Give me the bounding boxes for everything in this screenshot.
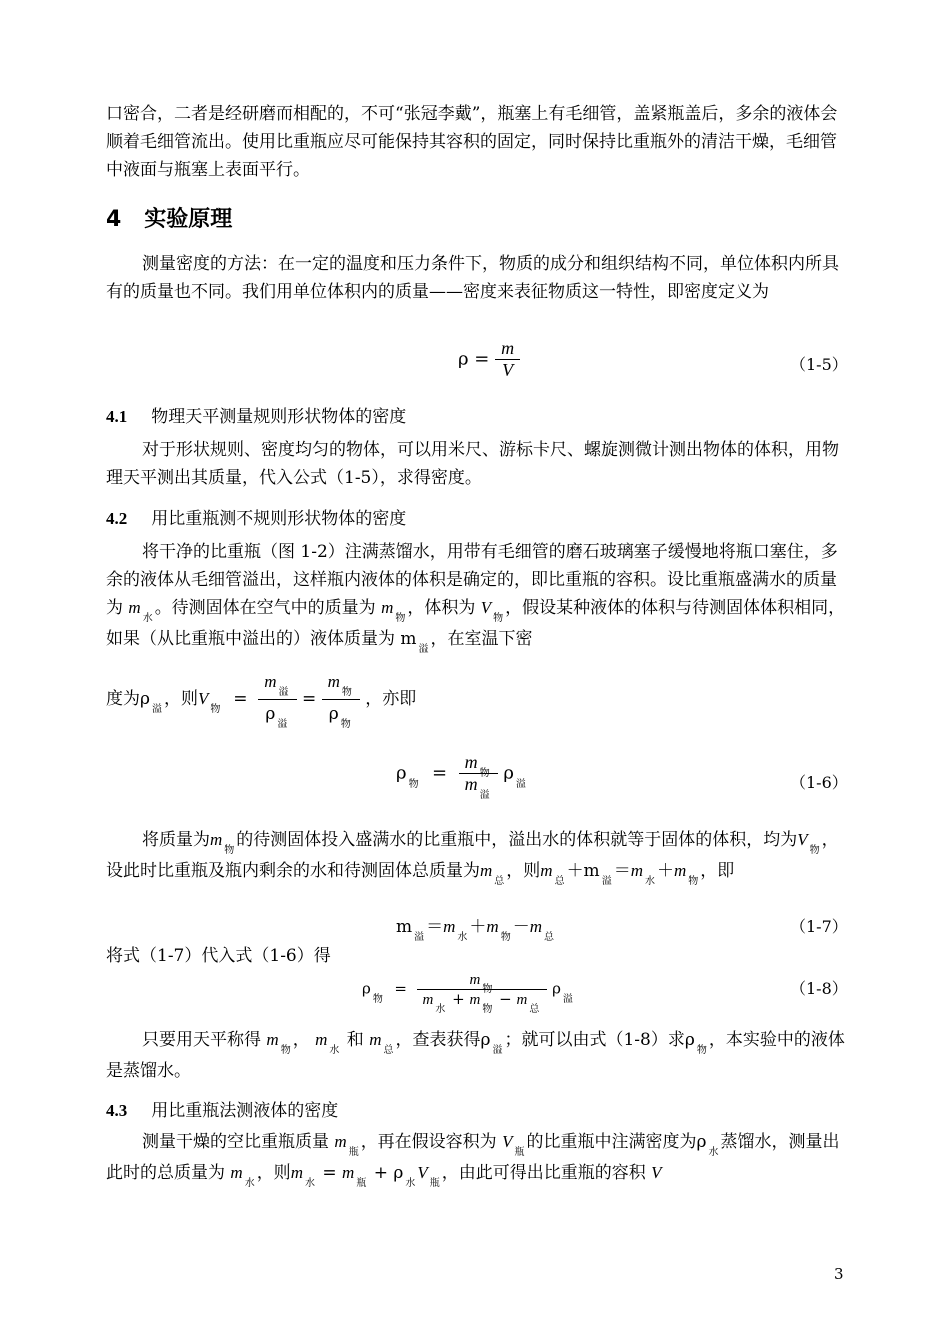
paragraph-4-2: 将干净的比重瓶（图 1-2）注满蒸馏水，用带有毛细管的磨石玻璃塞子缓慢地将瓶口塞住，多余的液体从毛细管溢出，这样瓶内液体的体积是确定的，即比重瓶的容积。设比重瓶盛满水的质量为 $m_水$。待测固体在空气中的质量为 $m_物$，体积为 $V_物$，假设某种液体的体积与待测固体体积相同，如果（从比重瓶中溢出的）液体质量为 $m_溢$，在室温下密 [106, 542, 846, 655]
top-paragraph: 口密合，二者是经研磨而相配的，不可“张冠李戴”，瓶塞上有毛细管，盖紧瓶盖后，多余的液体会顺着毛细管流出。使用比重瓶应尽可能保持其容积的固定，同时保持比重瓶外的清洁干燥，毛细管中液面与瓶塞上表面平行。 [106, 104, 838, 180]
paragraph-4-1: 对于形状规则、密度均匀的物体，可以用米尺、游标卡尺、螺旋测微计测出物体的体积，用物理天平测出其质量，代入公式（1-5），求得密度。 [106, 440, 839, 488]
equation-number-1-6: （1-6） [790, 773, 848, 792]
section-4-2-heading: 4.2 用比重瓶测不规则形状物体的密度 [106, 509, 407, 529]
equation-1-8: $\rho_物$ = $\frac{m_物}{m_水 + m_物 - m_总}$ $\rho_溢$ [362, 972, 573, 1015]
page-number: 3 [834, 1265, 844, 1283]
equation-1-6: $\rho_物$ = $\frac{m_物}{m_溢}$ $\rho_溢$ [396, 752, 526, 801]
equation-1-7: $m_溢=m_水+m_物-m_总$ [396, 917, 554, 943]
paragraph-put-solid: 将质量为$m_物$的待测固体投入盛满水的比重瓶中，溢出水的体积就等于固体的体积，均为$V_物$，设此时比重瓶及瓶内剩余的水和待测固体总质量为$m_总$，则$m_总+m_溢=m_水+m_物$，即 [106, 830, 839, 887]
paragraph-4-3: 测量干燥的空比重瓶质量 $m_瓶$，再在假设容积为 $V_瓶$的比重瓶中注满密度为$\rho_水$蒸馏水，测量出此时的总质量为 $m_水$，则$m_水 = m_瓶 + \rho_水V_瓶$，由此可得出比重瓶的容积 V [106, 1132, 840, 1189]
section-4-heading: 4 实验原理 [106, 207, 233, 232]
paragraph-only-weigh: 只要用天平称得 $m_物$， $m_水$ 和 $m_总$，查表获得$\rho_溢$；就可以由式（1-8）求$\rho_物$，本实验中的液体是蒸馏水。 [106, 1030, 845, 1081]
density-paragraph: 测量密度的方法：在一定的温度和压力条件下，物质的成分和组织结构不同，单位体积内所具有的质量也不同。我们用单位体积内的质量——密度来表征物质这一特性，即密度定义为 [106, 254, 839, 302]
substitute-paragraph: 将式（1-7）代入式（1-6）得 [106, 946, 331, 966]
equation-1-5: ρ = $\frac{m}{V}$ [458, 338, 520, 381]
equation-number-1-8: （1-8） [790, 979, 848, 998]
equation-number-1-5: （1-5） [790, 355, 848, 374]
density-relation-line: 度为$\rho_溢$，则$V_物$ = $\frac{m_溢}{\rho_溢}$ = $\frac{m_物}{\rho_物}$ ，亦即 [106, 668, 846, 731]
section-4-3-heading: 4.3 用比重瓶法测液体的密度 [106, 1101, 339, 1121]
equation-number-1-7: （1-7） [790, 917, 848, 936]
section-4-1-heading: 4.1 物理天平测量规则形状物体的密度 [106, 407, 407, 427]
